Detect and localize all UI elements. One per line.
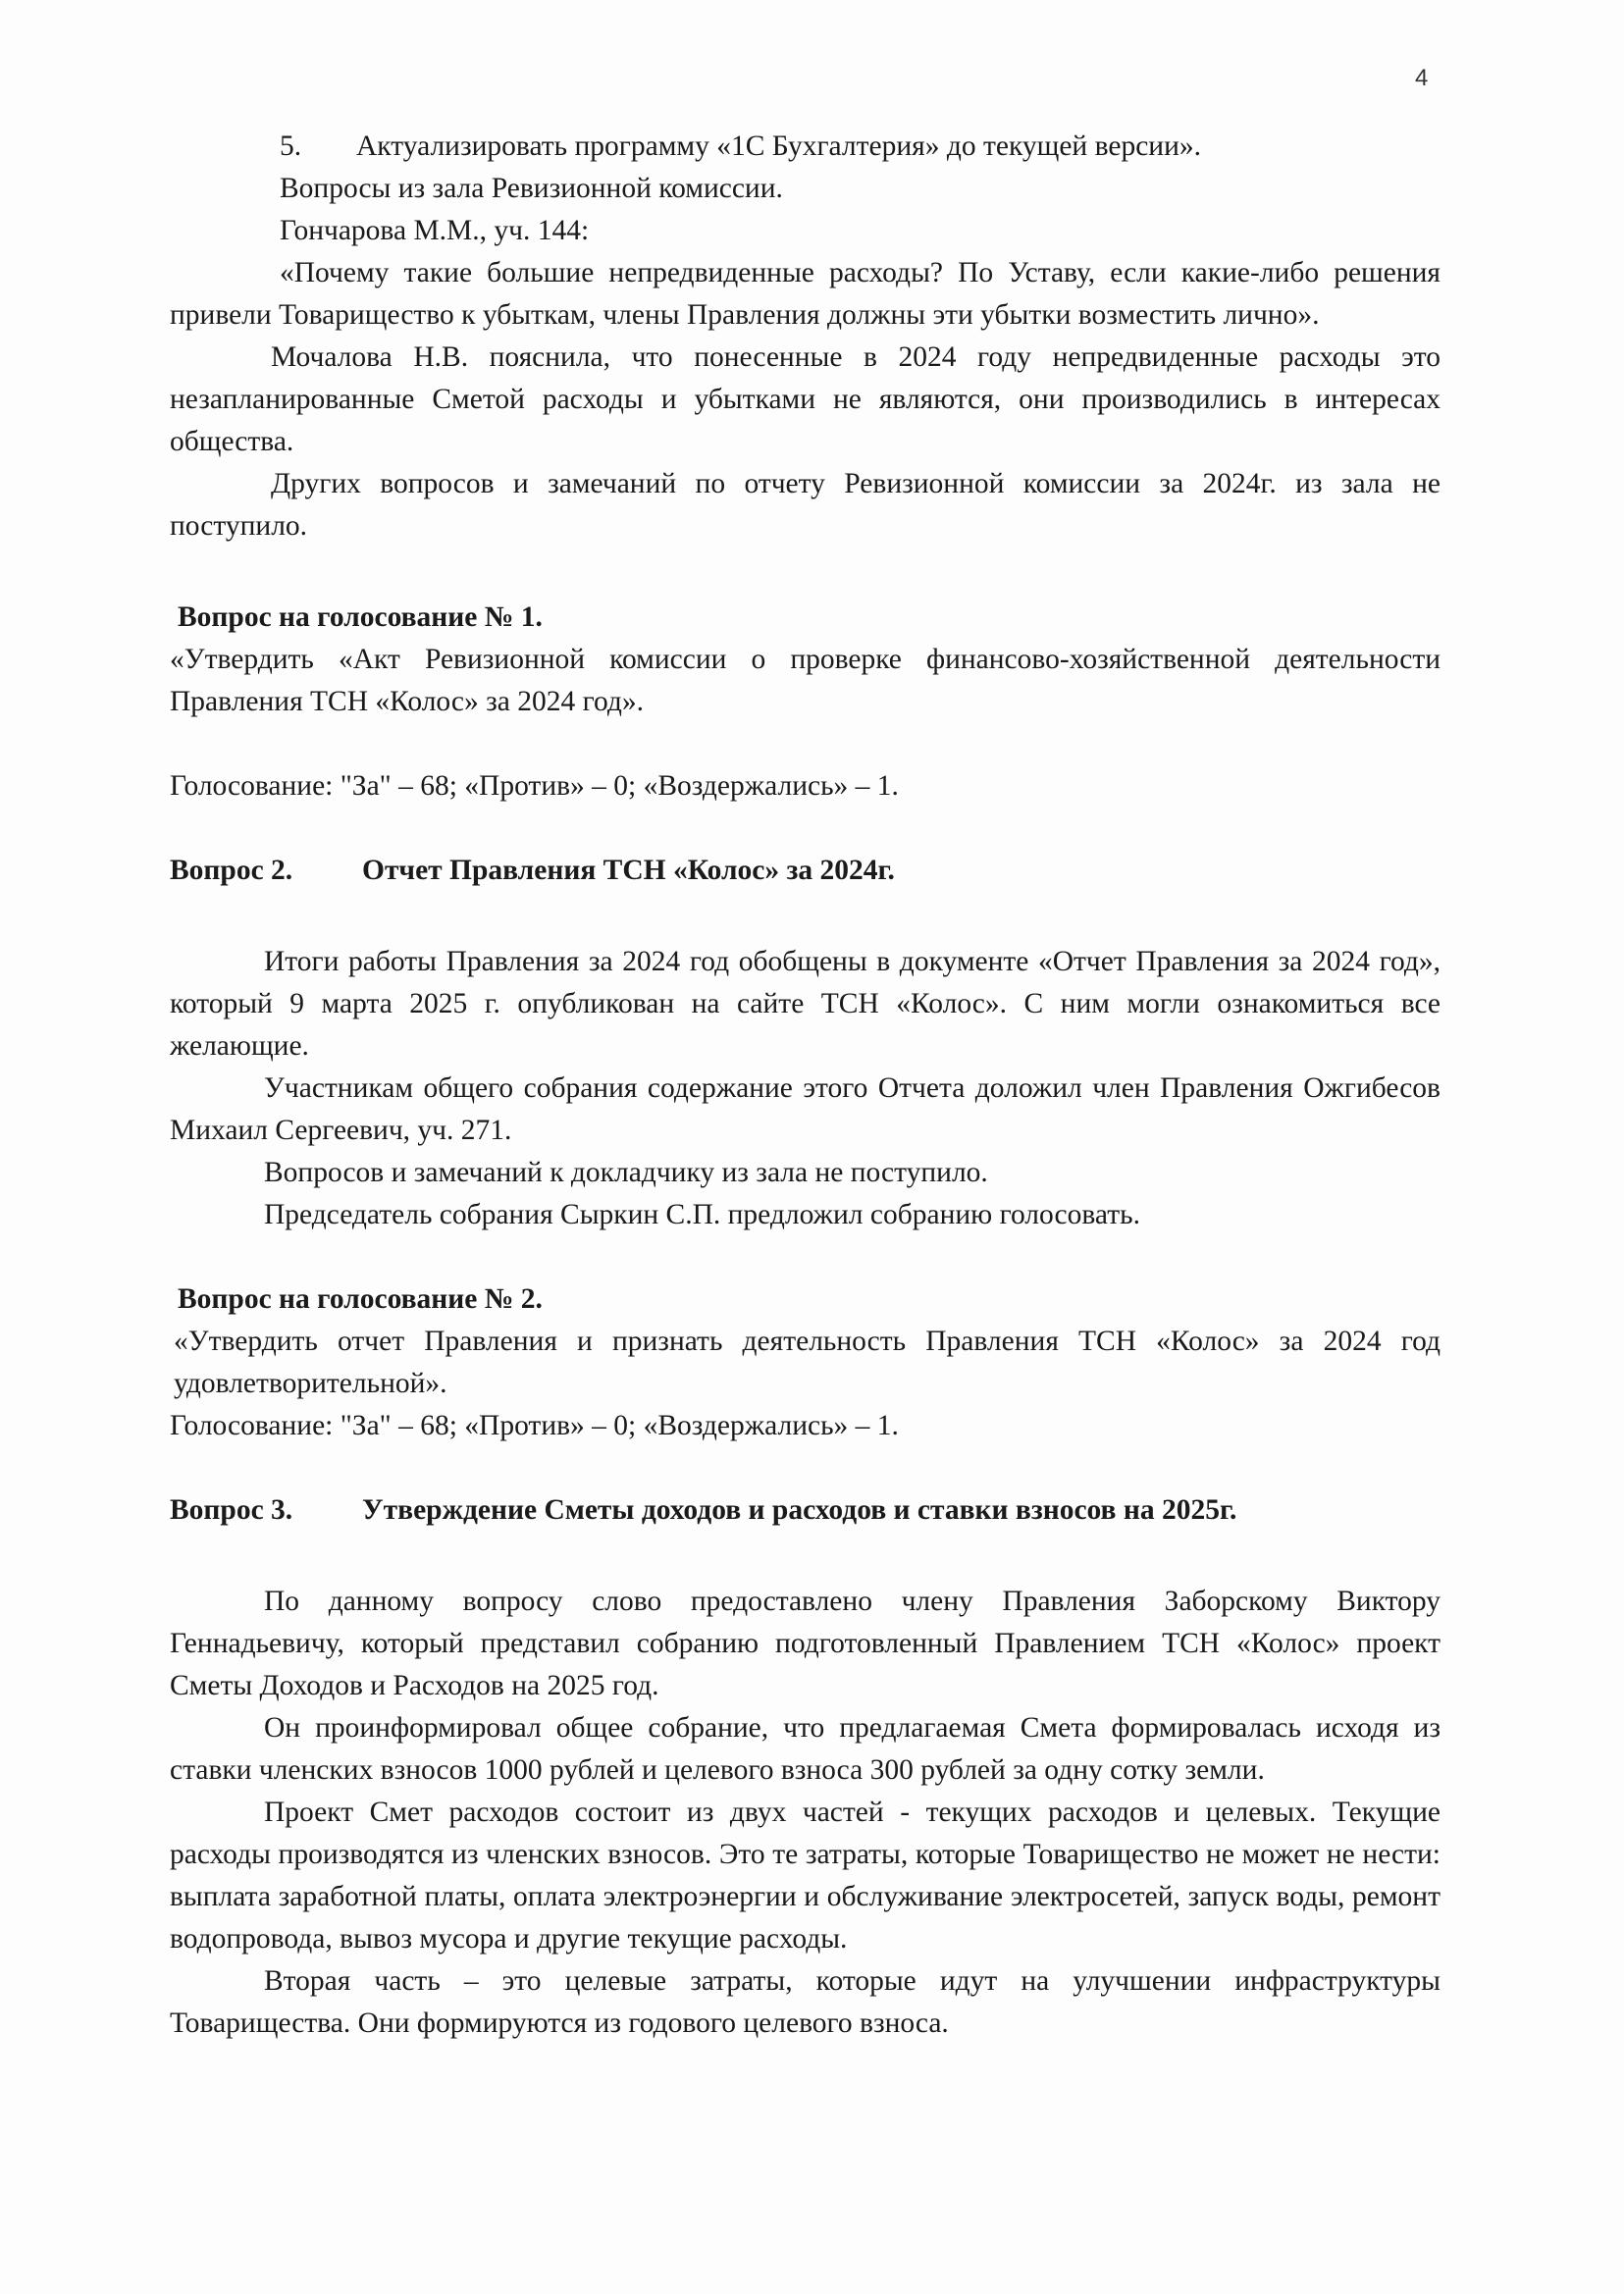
section-3-paragraph-3: Проект Смет расходов состоит из двух частей - текущих расходов и целевых. Текущие расходы производятся из членских взносов. Это те затраты, которые Товарищество не может не нести: выплата заработной платы, оплата электроэнергии и обслуживание электросетей, запуск воды, ремонт водопровода, вывоз мусора и другие текущие расходы. bbox=[170, 1797, 1441, 1955]
vote-2-text: «Утвердить отчет Правления и признать деятельность Правления ТСН «Колос» за 2024 год удовлетворительной». bbox=[174, 1326, 1441, 1399]
section-2-title: Отчет Правления ТСН «Колос» за 2024г. bbox=[362, 855, 895, 886]
section-3-paragraph-1: По данному вопросу слово предоставлено члену Правления Заборскому Виктору Геннадьевичу, который представил собранию подготовленный Правлением ТСН «Колос» проект Сметы Доходов и Расходов на 2025 год. bbox=[170, 1586, 1441, 1701]
section-2-label: Вопрос 2. bbox=[170, 855, 293, 886]
paragraph-answer: Мочалова Н.В. пояснила, что понесенные в 2024 году непредвиденные расходы это незапланированные Сметой расходы и убытками не являются, они производились в интересах общества. bbox=[170, 341, 1441, 457]
vote-1-text: «Утвердить «Акт Ревизионной комиссии о проверке финансово-хозяйственной деятельности Правления ТСН «Колос» за 2024 год». bbox=[170, 644, 1441, 717]
section-3-title: Утверждение Сметы доходов и расходов и ставки взносов на 2025г. bbox=[362, 1494, 1237, 1526]
section-2-paragraph-1: Итоги работы Правления за 2024 год обобщены в документе «Отчет Правления за 2024 год», который 9 марта 2025 г. опубликован на сайте ТСН «Колос». С ним могли ознакомиться все желающие. bbox=[170, 946, 1441, 1062]
list-item-5 bbox=[170, 126, 1441, 168]
paragraph-question-quote: «Почему такие большие непредвиденные расходы? По Уставу, если какие-либо решения привели Товарищество к убыткам, члены Правления должны эти убытки возместить лично». bbox=[170, 257, 1441, 331]
section-3-label: Вопрос 3. bbox=[170, 1494, 293, 1526]
section-2-paragraph-3: Вопросов и замечаний к докладчику из зала не поступило. bbox=[264, 1157, 988, 1188]
vote-2-result: Голосование: "За" – 68; «Против» – 0; «Воздержались» – 1. bbox=[170, 1410, 899, 1441]
section-3-paragraph-2: Он проинформировал общее собрание, что предлагаемая Смета формировалась исходя из ставки членских взносов 1000 рублей и целевого взноса 300 рублей за одну сотку земли. bbox=[170, 1712, 1441, 1786]
paragraph-no-more-questions: Других вопросов и замечаний по отчету Ревизионной комиссии за 2024г. из зала не поступило. bbox=[170, 468, 1441, 542]
section-2-heading bbox=[170, 850, 1441, 892]
page-number: 4 bbox=[1415, 65, 1429, 91]
paragraph-questions-heading: Вопросы из зала Ревизионной комиссии. bbox=[280, 173, 783, 204]
section-3-heading bbox=[170, 1489, 1441, 1532]
section-2-paragraph-2: Участникам общего собрания содержание этого Отчета доложил член Правления Ожгибесов Михаил Сергеевич, уч. 271. bbox=[170, 1072, 1441, 1146]
section-2-paragraph-4: Председатель собрания Сыркин С.П. предложил собранию голосовать. bbox=[264, 1199, 1140, 1230]
section-3-paragraph-4: Вторая часть – это целевые затраты, которые идут на улучшении инфраструктуры Товарищества. Они формируются из годового целевого взноса. bbox=[170, 1965, 1441, 2039]
vote-1-title: Вопрос на голосование № 1. bbox=[178, 601, 543, 633]
list-item-text: Актуализировать программу «1С Бухгалтерия» до текущей версии». bbox=[356, 130, 1201, 162]
list-number: 5. bbox=[280, 130, 302, 162]
vote-1-result: Голосование: "За" – 68; «Против» – 0; «Воздержались» – 1. bbox=[170, 770, 899, 802]
document-body bbox=[170, 126, 1441, 2045]
vote-2-title: Вопрос на голосование № 2. bbox=[178, 1283, 543, 1315]
paragraph-speaker: Гончарова М.М., уч. 144: bbox=[280, 215, 590, 246]
